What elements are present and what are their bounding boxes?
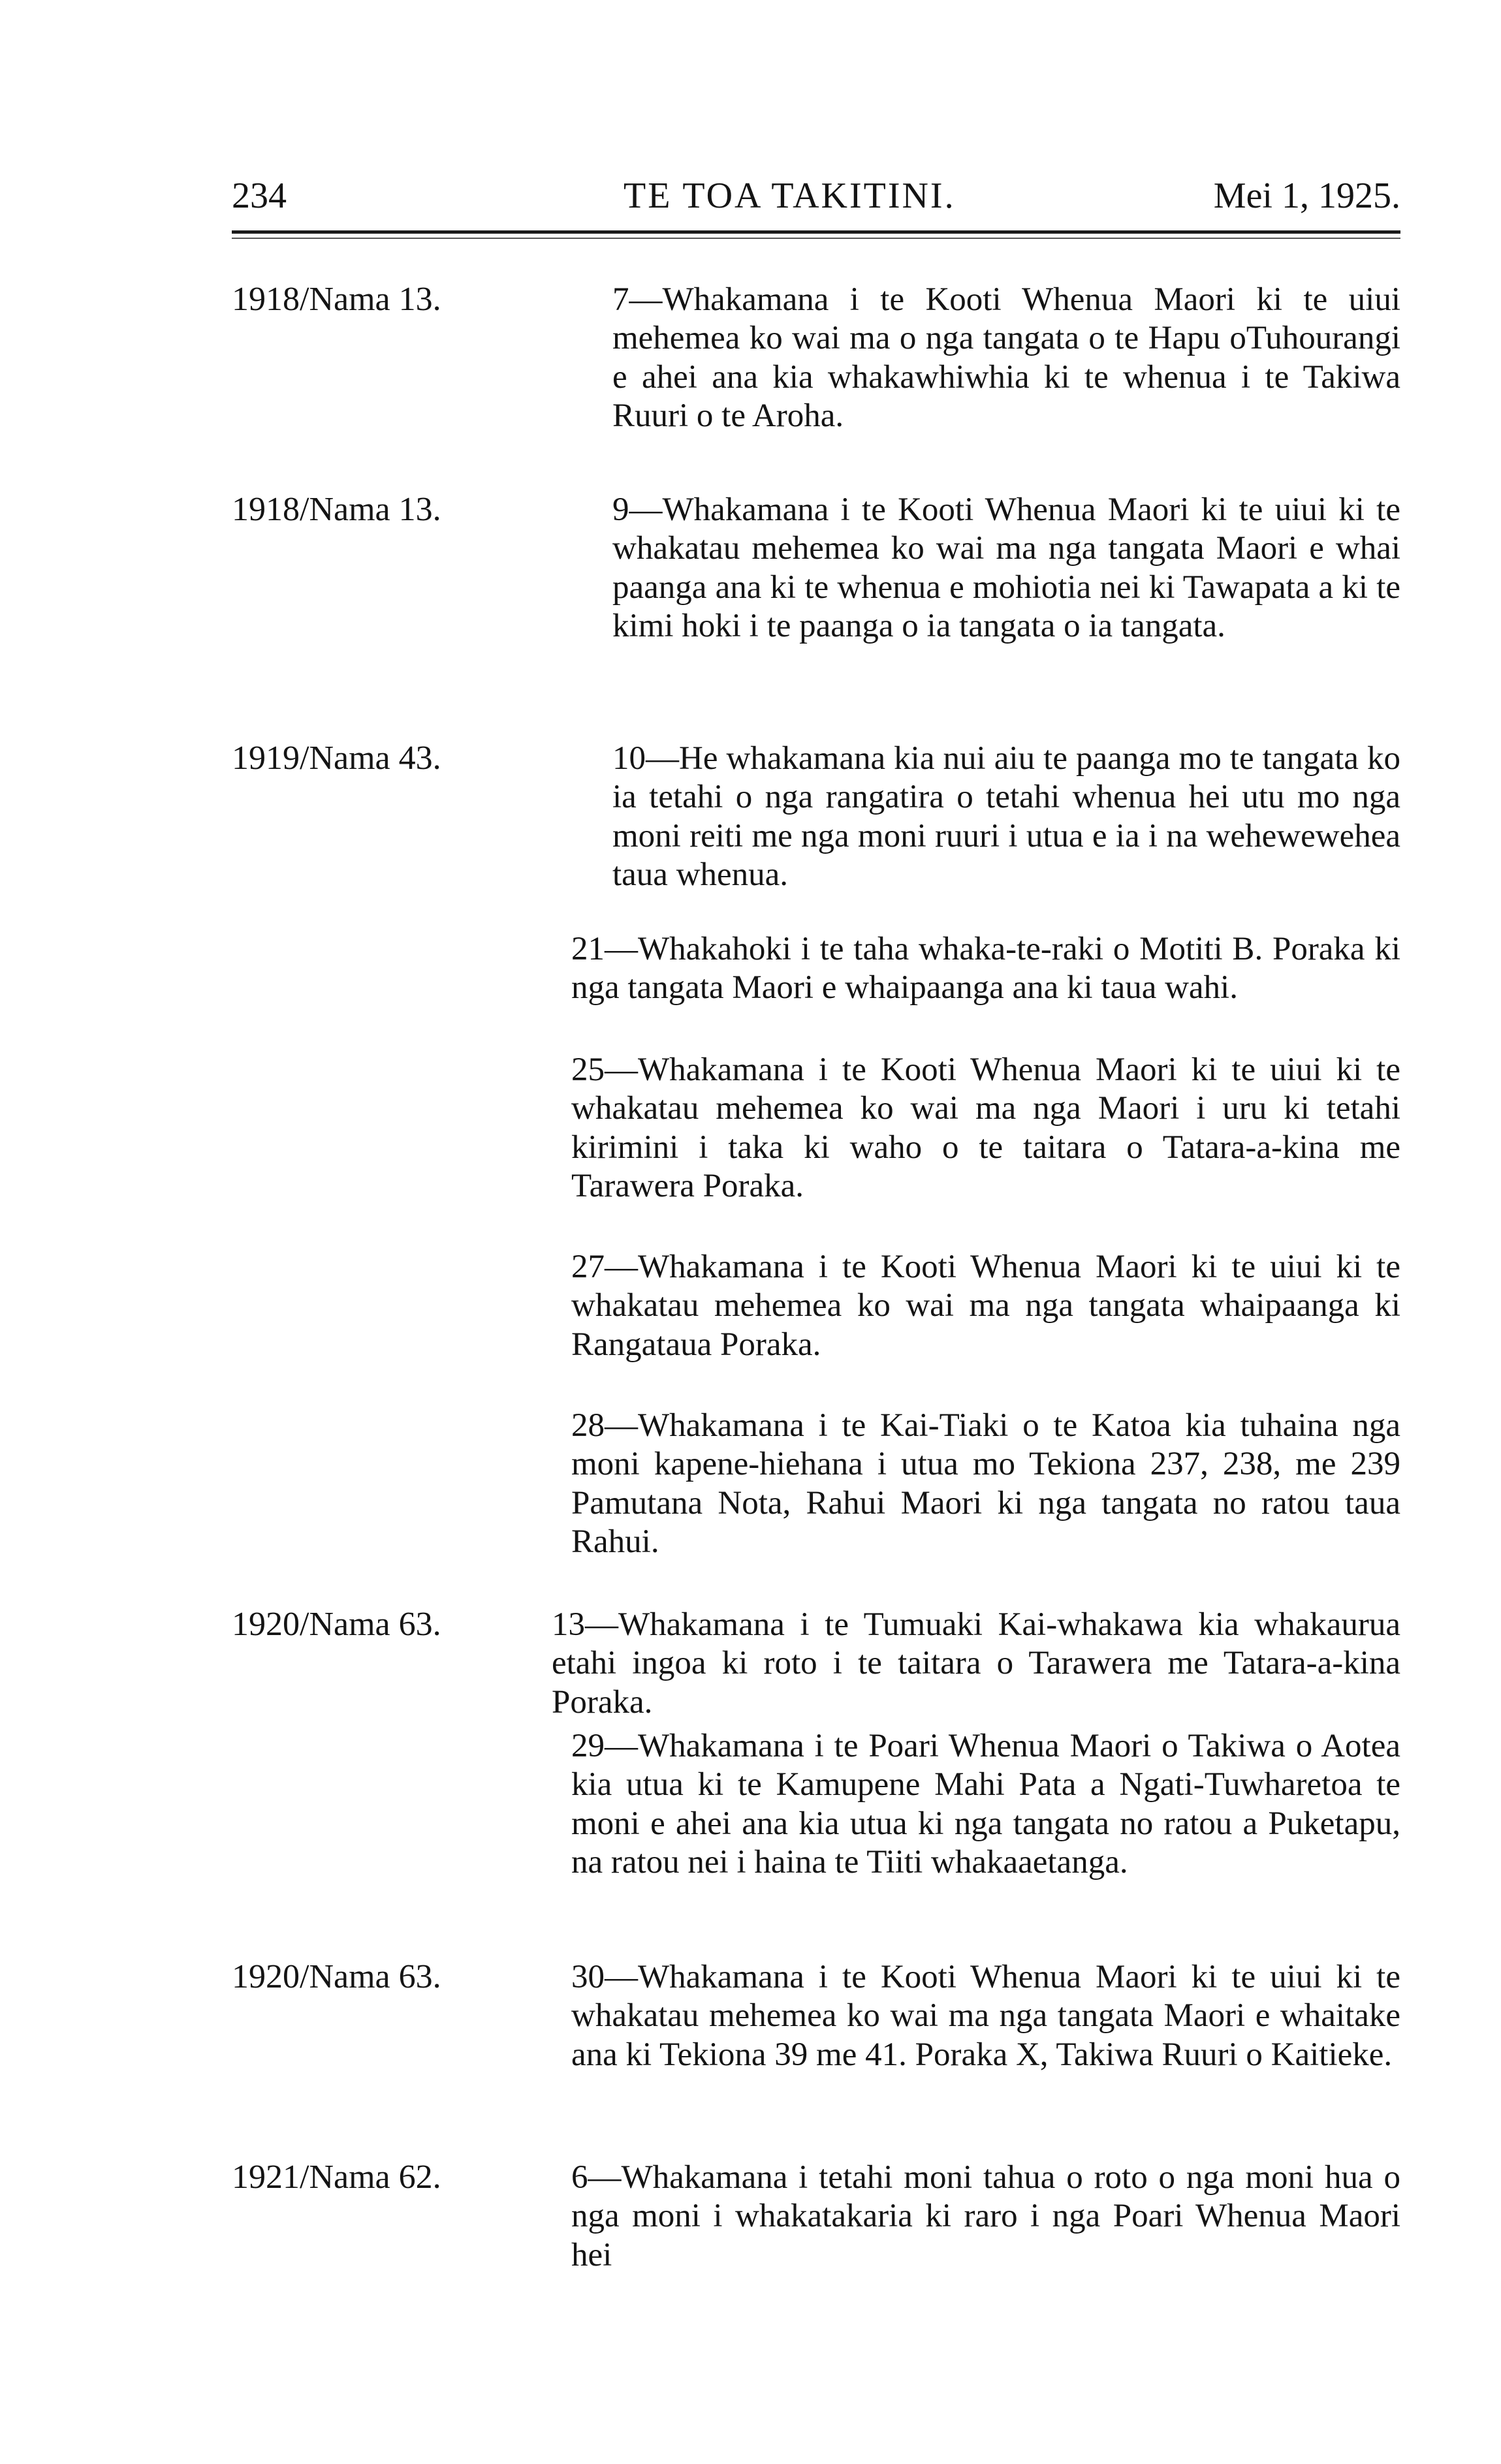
entry-text: 30—Whakamana i te Kooti Whenua Maori ki te uiui ki te whakatau mehemea ko wai ma nga tangata Maori e whaitake ana ki Tekiona 39 me 41. Poraka X, Takiwa Ruuri o Kaitieke. <box>571 1959 1400 2073</box>
act-reference: 1919/Nama 43. <box>232 740 441 777</box>
entry-text: 6—Whakamana i tetahi moni tahua o roto o nga moni hua o nga moni i whakatakaria ki raro i nga Poari Whenua Maori hei <box>571 2159 1400 2273</box>
entry-text: 13—Whakamana i te Tumuaki Kai-whakawa kia whakaurua etahi ingoa ki roto i te taitara o Tarawera me Tatara-a-kina Poraka. <box>552 1606 1400 1721</box>
act-reference: 1920/Nama 63. <box>232 1606 441 1643</box>
entry-text: 29—Whakamana i te Poari Whenua Maori o Takiwa o Aotea kia utua ki te Kamupene Mahi Pata a Ngati-Tuwharetoa te moni e ahei ana kia utua ki nga tangata no ratou a Puketapu, na ratou nei i haina te Tiiti whakaaetanga. <box>571 1728 1400 1880</box>
entry-text: 7—Whakamana i te Kooti Whenua Maori ki te uiui mehemea ko wai ma o nga tangata o te Hapu oTuhourangi e ahei ana kia whakawhiwhia ki te whenua i te Takiwa Ruuri o te Aroha. <box>612 281 1400 434</box>
journal-title: TE TOA TAKITINI. <box>624 176 956 216</box>
entry-text: 25—Whakamana i te Kooti Whenua Maori ki te uiui ki te whakatau mehemea ko wai ma nga Maori i uru ki tetahi kirimini i taka ki waho o te taitara o Tatara-a-kina me Tarawera Poraka. <box>571 1052 1400 1204</box>
page-number: 234 <box>232 176 287 216</box>
entry-text: 27—Whakamana i te Kooti Whenua Maori ki te uiui ki te whakatau mehemea ko wai ma nga tangata whaipaanga ki Rangataua Poraka. <box>571 1249 1400 1363</box>
header-rule-thick <box>232 230 1400 234</box>
act-reference: 1918/Nama 13. <box>232 281 441 318</box>
act-reference: 1921/Nama 62. <box>232 2159 441 2196</box>
act-reference: 1918/Nama 13. <box>232 491 441 528</box>
act-reference: 1920/Nama 63. <box>232 1958 441 1995</box>
issue-date: Mei 1, 1925. <box>1213 176 1400 216</box>
entry-text: 9—Whakamana i te Kooti Whenua Maori ki te uiui ki te whakatau mehemea ko wai ma nga tangata Maori e whai paanga ana ki te whenua e mohiotia nei ki Tawapata a ki te kimi hoki i te paanga o ia tangata o ia tangata. <box>612 491 1400 644</box>
header-rule-thin <box>232 238 1400 239</box>
entry-text: 21—Whakahoki i te taha whaka-te-raki o Motiti B. Poraka ki nga tangata Maori e whaipaanga ana ki taua wahi. <box>571 931 1400 1006</box>
entry-text: 10—He whakamana kia nui aiu te paanga mo te tangata ko ia tetahi o nga rangatira o tetahi whenua hei utu mo nga moni reiti me nga moni ruuri i utua e ia i na wehewewehea taua whenua. <box>612 740 1400 893</box>
running-header <box>232 175 1400 227</box>
entry-text: 28—Whakamana i te Kai-Tiaki o te Katoa kia tuhaina nga moni kapene-hiehana i utua mo Tekiona 237, 238, me 239 Pamutana Nota, Rahui Maori ki nga tangata no ratou taua Rahui. <box>571 1407 1400 1560</box>
